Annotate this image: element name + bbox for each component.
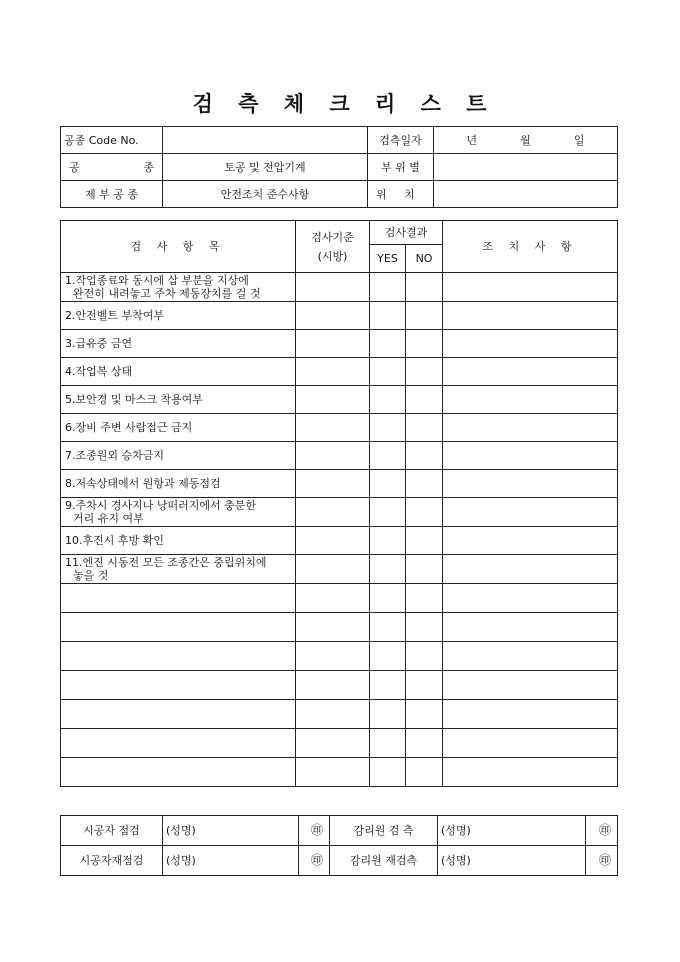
- action-cell[interactable]: [443, 729, 618, 758]
- supervisor-check-name[interactable]: (성명): [438, 816, 586, 846]
- check-item-label: [61, 527, 296, 555]
- signature-table: [60, 815, 618, 876]
- action-cell[interactable]: [443, 642, 618, 671]
- date-label: 검측일자: [368, 127, 434, 154]
- work-value[interactable]: 토공 및 전압기계: [163, 154, 368, 181]
- action-cell[interactable]: [443, 527, 618, 555]
- action-cell[interactable]: [443, 273, 618, 302]
- check-item-line1: 10.후진시 후방 확인: [65, 534, 164, 547]
- no-cell[interactable]: [406, 498, 443, 527]
- checklist-row: [61, 330, 618, 358]
- supervisor-recheck-name[interactable]: (성명): [438, 846, 586, 876]
- seal-icon[interactable]: ㊞: [586, 816, 618, 846]
- yes-cell[interactable]: [370, 729, 406, 758]
- yes-cell[interactable]: [370, 613, 406, 642]
- yes-cell[interactable]: [370, 414, 406, 442]
- check-item-label: [61, 758, 296, 787]
- standard-cell[interactable]: [296, 642, 370, 671]
- contractor-check-label: 시공자 점검: [61, 816, 163, 846]
- action-cell[interactable]: [443, 498, 618, 527]
- check-item-label: [61, 273, 296, 302]
- check-item-line1: 1.작업종료와 동시에 삽 부분을 지상에: [65, 274, 249, 287]
- check-item-label: [61, 302, 296, 330]
- work-label: 공 종: [61, 154, 163, 181]
- yes-cell[interactable]: [370, 358, 406, 386]
- yes-cell[interactable]: [370, 302, 406, 330]
- check-item-line2: 놓을 것: [73, 569, 109, 582]
- action-cell[interactable]: [443, 700, 618, 729]
- checklist-row: [61, 470, 618, 498]
- action-cell[interactable]: [443, 671, 618, 700]
- no-cell[interactable]: [406, 671, 443, 700]
- yes-cell[interactable]: [370, 330, 406, 358]
- check-item-label: [61, 729, 296, 758]
- seal-icon[interactable]: ㊞: [299, 816, 330, 846]
- yes-cell[interactable]: [370, 584, 406, 613]
- standard-cell[interactable]: [296, 671, 370, 700]
- blank-row: [61, 700, 618, 729]
- check-item-label: [61, 700, 296, 729]
- standard-cell[interactable]: [296, 498, 370, 527]
- blank-row: [61, 642, 618, 671]
- standard-cell[interactable]: [296, 527, 370, 555]
- standard-cell[interactable]: [296, 758, 370, 787]
- no-cell[interactable]: [406, 700, 443, 729]
- standard-cell[interactable]: [296, 358, 370, 386]
- no-cell[interactable]: [406, 527, 443, 555]
- no-cell[interactable]: [406, 273, 443, 302]
- no-cell[interactable]: [406, 414, 443, 442]
- action-cell[interactable]: [443, 414, 618, 442]
- checklist-row: [61, 386, 618, 414]
- col-item-header: 검 사 항 목: [61, 221, 296, 273]
- no-cell[interactable]: [406, 613, 443, 642]
- supervisor-recheck-label: 감리원 재검측: [330, 846, 438, 876]
- standard-cell[interactable]: [296, 442, 370, 470]
- checklist-row: [61, 442, 618, 470]
- no-cell[interactable]: [406, 584, 443, 613]
- yes-cell[interactable]: [370, 642, 406, 671]
- standard-cell[interactable]: [296, 613, 370, 642]
- detail-value[interactable]: 안전조치 준수사항: [163, 181, 368, 208]
- check-item-line1: 7.조종원외 승차금지: [65, 449, 164, 462]
- blank-row: [61, 671, 618, 700]
- code-value-field[interactable]: [163, 127, 368, 154]
- no-cell[interactable]: [406, 758, 443, 787]
- contractor-recheck-label: 시공자재점검: [61, 846, 163, 876]
- no-cell[interactable]: [406, 302, 443, 330]
- check-item-label: [61, 498, 296, 527]
- check-item-label: [61, 470, 296, 498]
- standard-cell[interactable]: [296, 470, 370, 498]
- standard-cell[interactable]: [296, 302, 370, 330]
- no-cell[interactable]: [406, 642, 443, 671]
- standard-cell[interactable]: [296, 414, 370, 442]
- check-item-line1: 11.엔진 시동전 모든 조종간은 중립위치에: [65, 556, 267, 569]
- date-day-label: 일: [573, 133, 585, 147]
- yes-cell[interactable]: [370, 498, 406, 527]
- check-item-label: [61, 642, 296, 671]
- page-title: 검 측 체 크 리 스 트: [192, 91, 488, 116]
- check-item-line1: 9.주차시 경사지나 낭떠러지에서 충분한: [65, 499, 256, 512]
- col-action-header: 조 치 사 항: [443, 221, 618, 273]
- no-cell[interactable]: [406, 330, 443, 358]
- no-cell[interactable]: [406, 729, 443, 758]
- action-cell[interactable]: [443, 758, 618, 787]
- date-month-label: 월: [520, 133, 531, 147]
- check-item-label: [61, 330, 296, 358]
- col-standard-label: 검사기준: [311, 230, 354, 244]
- standard-cell[interactable]: [296, 386, 370, 414]
- yes-cell[interactable]: [370, 700, 406, 729]
- checklist-row: [61, 302, 618, 330]
- check-item-label: [61, 613, 296, 642]
- blank-row: [61, 729, 618, 758]
- checklist-row: [61, 414, 618, 442]
- checklist-row: [61, 527, 618, 555]
- check-item-label: [61, 671, 296, 700]
- contractor-recheck-name[interactable]: (성명): [163, 846, 299, 876]
- code-label: 공종 Code No.: [61, 127, 163, 154]
- col-standard-header: [296, 221, 370, 273]
- check-item-line2: 완전히 내려놓고 주차 제동장치를 걸 것: [73, 287, 261, 300]
- yes-cell[interactable]: [370, 470, 406, 498]
- blank-row: [61, 613, 618, 642]
- action-cell[interactable]: [443, 470, 618, 498]
- check-item-line1: 2.안전벨트 부착여부: [65, 309, 164, 322]
- action-cell[interactable]: [443, 555, 618, 584]
- standard-cell[interactable]: [296, 273, 370, 302]
- action-cell[interactable]: [443, 386, 618, 414]
- no-cell[interactable]: [406, 555, 443, 584]
- checklist-table: [60, 220, 618, 787]
- date-field[interactable]: [434, 127, 618, 154]
- yes-cell[interactable]: [370, 442, 406, 470]
- yes-cell[interactable]: [370, 386, 406, 414]
- action-cell[interactable]: [443, 442, 618, 470]
- no-cell[interactable]: [406, 386, 443, 414]
- standard-cell[interactable]: [296, 729, 370, 758]
- check-item-label: [61, 584, 296, 613]
- no-cell[interactable]: [406, 358, 443, 386]
- yes-cell[interactable]: [370, 671, 406, 700]
- blank-row: [61, 758, 618, 787]
- yes-cell[interactable]: [370, 555, 406, 584]
- no-cell[interactable]: [406, 442, 443, 470]
- standard-cell[interactable]: [296, 700, 370, 729]
- col-no-header: NO: [406, 245, 443, 273]
- col-standard-sub: (시방): [317, 249, 348, 263]
- seal-icon[interactable]: ㊞: [299, 846, 330, 876]
- check-item-label: [61, 358, 296, 386]
- check-item-line2: 거리 유지 여부: [73, 512, 144, 525]
- yes-cell[interactable]: [370, 758, 406, 787]
- part-label: 부 위 별: [368, 154, 434, 181]
- contractor-check-name[interactable]: (성명): [163, 816, 299, 846]
- header-table: [60, 126, 618, 208]
- check-item-label: [61, 414, 296, 442]
- action-cell[interactable]: [443, 302, 618, 330]
- no-cell[interactable]: [406, 470, 443, 498]
- blank-row: [61, 584, 618, 613]
- location-label: 위 치: [368, 181, 434, 208]
- action-cell[interactable]: [443, 358, 618, 386]
- supervisor-check-label: 감리원 검 측: [330, 816, 438, 846]
- date-year-label: 년: [466, 133, 478, 147]
- standard-cell[interactable]: [296, 584, 370, 613]
- col-yes-header: YES: [370, 245, 406, 273]
- check-item-line1: 3.급유중 금연: [65, 337, 133, 350]
- check-item-line1: 8.저속상태에서 원항과 제동점검: [65, 477, 221, 490]
- part-value-field[interactable]: [434, 154, 618, 181]
- seal-icon[interactable]: ㊞: [586, 846, 618, 876]
- check-item-line1: 5.보안경 및 마스크 착용여부: [65, 393, 203, 406]
- yes-cell[interactable]: [370, 273, 406, 302]
- check-item-line1: 6.장비 주변 사람접근 금지: [65, 421, 193, 434]
- standard-cell[interactable]: [296, 330, 370, 358]
- checklist-row: [61, 555, 618, 584]
- col-result-header: 검사결과: [370, 221, 443, 245]
- location-value-field[interactable]: [434, 181, 618, 208]
- check-item-label: [61, 555, 296, 584]
- action-cell[interactable]: [443, 330, 618, 358]
- checklist-row: [61, 358, 618, 386]
- checklist-row: [61, 498, 618, 527]
- yes-cell[interactable]: [370, 527, 406, 555]
- checklist-row: [61, 273, 618, 302]
- action-cell[interactable]: [443, 613, 618, 642]
- check-item-label: [61, 442, 296, 470]
- check-item-line1: 4.작업복 상태: [65, 365, 133, 378]
- check-item-label: [61, 386, 296, 414]
- action-cell[interactable]: [443, 584, 618, 613]
- detail-label: 제 부 공 종: [61, 181, 163, 208]
- standard-cell[interactable]: [296, 555, 370, 584]
